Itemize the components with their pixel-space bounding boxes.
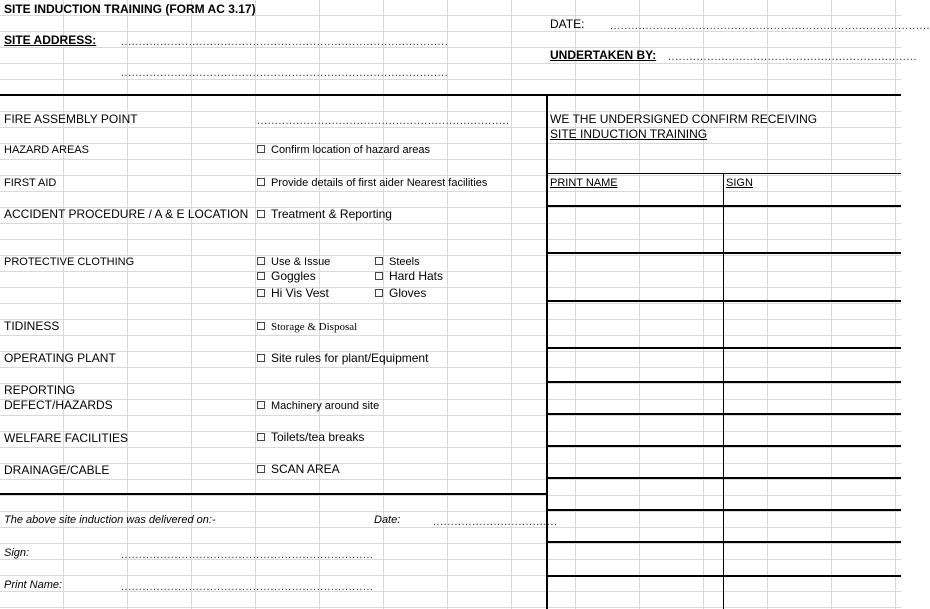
footer-date-label: Date: [374,514,401,526]
undertaken-by-field[interactable]: ...................................................................... [668,51,917,63]
footer-print-name-field[interactable]: ....................................................................... [121,581,374,593]
signature-column-divider [723,173,724,609]
item-hazard-areas-option[interactable]: Confirm location of hazard areas [257,143,430,157]
signature-row-line [548,381,901,383]
section-divider-footer [0,493,547,495]
signature-row-line [548,347,901,349]
checkbox-icon[interactable] [257,210,265,218]
item-reporting-label-2: DEFECT/HAZARDS [4,398,113,412]
fire-assembly-field[interactable]: ....................................................................... [257,115,510,127]
print-name-header: PRINT NAME [550,177,618,189]
signature-row-line [548,252,901,254]
section-divider-vertical [546,94,548,609]
confirm-line-1: WE THE UNDERSIGNED CONFIRM RECEIVING [550,112,818,126]
undertaken-by-label: UNDERTAKEN BY: [550,48,657,62]
signature-row-line [548,509,901,511]
sign-header: SIGN [726,177,753,189]
section-divider-top [0,94,901,96]
item-drainage-label: DRAINAGE/CABLE [4,463,110,477]
checkbox-icon[interactable] [257,354,265,362]
checkbox-icon[interactable] [257,178,265,186]
signature-row-line [548,300,901,302]
ppe-option-use-issue[interactable]: Use & Issue [257,255,330,269]
checkbox-icon[interactable] [257,465,265,473]
checkbox-icon[interactable] [257,322,265,330]
footer-print-name-label: Print Name: [4,579,63,591]
signature-row-line [548,413,901,415]
footer-date-field[interactable]: ................................... [433,516,558,528]
item-first-aid-label: FIRST AID [4,177,57,189]
signature-row-line [548,205,901,207]
item-operating-plant-option[interactable]: Site rules for plant/Equipment [257,351,428,365]
footer-sign-field[interactable]: ....................................................................... [121,549,374,561]
ppe-option-hard-hats[interactable]: Hard Hats [375,269,443,283]
item-tidiness-label: TIDINESS [4,319,60,333]
item-tidiness-option[interactable]: Storage & Disposal [257,320,357,334]
confirm-line-2: SITE INDUCTION TRAINING [550,127,708,141]
item-first-aid-option[interactable]: Provide details of first aider Nearest facilities [257,176,487,190]
item-reporting-option[interactable]: Machinery around site [257,399,379,413]
signature-row-line [548,477,901,479]
site-address-field-2[interactable]: ............................................................................................ [121,67,449,79]
checkbox-icon[interactable] [257,289,265,297]
item-drainage-option[interactable]: SCAN AREA [257,462,340,476]
item-protective-clothing-label: PROTECTIVE CLOTHING [4,256,135,268]
item-welfare-label: WELFARE FACILITIES [4,431,129,445]
checkbox-icon[interactable] [375,289,383,297]
item-hazard-areas-label: HAZARD AREAS [4,144,89,156]
checkbox-icon[interactable] [257,145,265,153]
delivered-text: The above site induction was delivered on:- [4,514,216,526]
ppe-option-goggles[interactable]: Goggles [257,269,316,283]
ppe-option-gloves[interactable]: Gloves [375,286,426,300]
form-title: SITE INDUCTION TRAINING (FORM AC 3.17) [4,2,256,16]
footer-sign-label: Sign: [4,547,30,559]
item-reporting-label: REPORTING [4,383,76,397]
site-address-label: SITE ADDRESS: [4,33,97,47]
site-address-field-1[interactable]: ............................................................................................ [121,36,449,48]
checkbox-icon[interactable] [257,401,265,409]
checkbox-icon[interactable] [257,433,265,441]
date-field[interactable]: .......................................................................................... [610,20,930,32]
signature-row-line [548,445,901,447]
item-accident-procedure-option[interactable]: Treatment & Reporting [257,207,392,221]
item-welfare-option[interactable]: Toilets/tea breaks [257,430,364,444]
ppe-option-steels[interactable]: Steels [375,255,420,269]
date-label: DATE: [550,17,585,31]
signature-row-line [548,541,901,543]
checkbox-icon[interactable] [257,257,265,265]
checkbox-icon[interactable] [257,272,265,280]
signature-row-line [548,575,901,577]
checkbox-icon[interactable] [375,272,383,280]
checkbox-icon[interactable] [375,257,383,265]
ppe-option-hi-vis[interactable]: Hi Vis Vest [257,286,329,300]
item-fire-assembly-label: FIRE ASSEMBLY POINT [4,112,138,126]
item-operating-plant-label: OPERATING PLANT [4,351,116,365]
signature-table-top [548,173,901,174]
item-accident-procedure-label: ACCIDENT PROCEDURE / A & E LOCATION [4,207,249,221]
